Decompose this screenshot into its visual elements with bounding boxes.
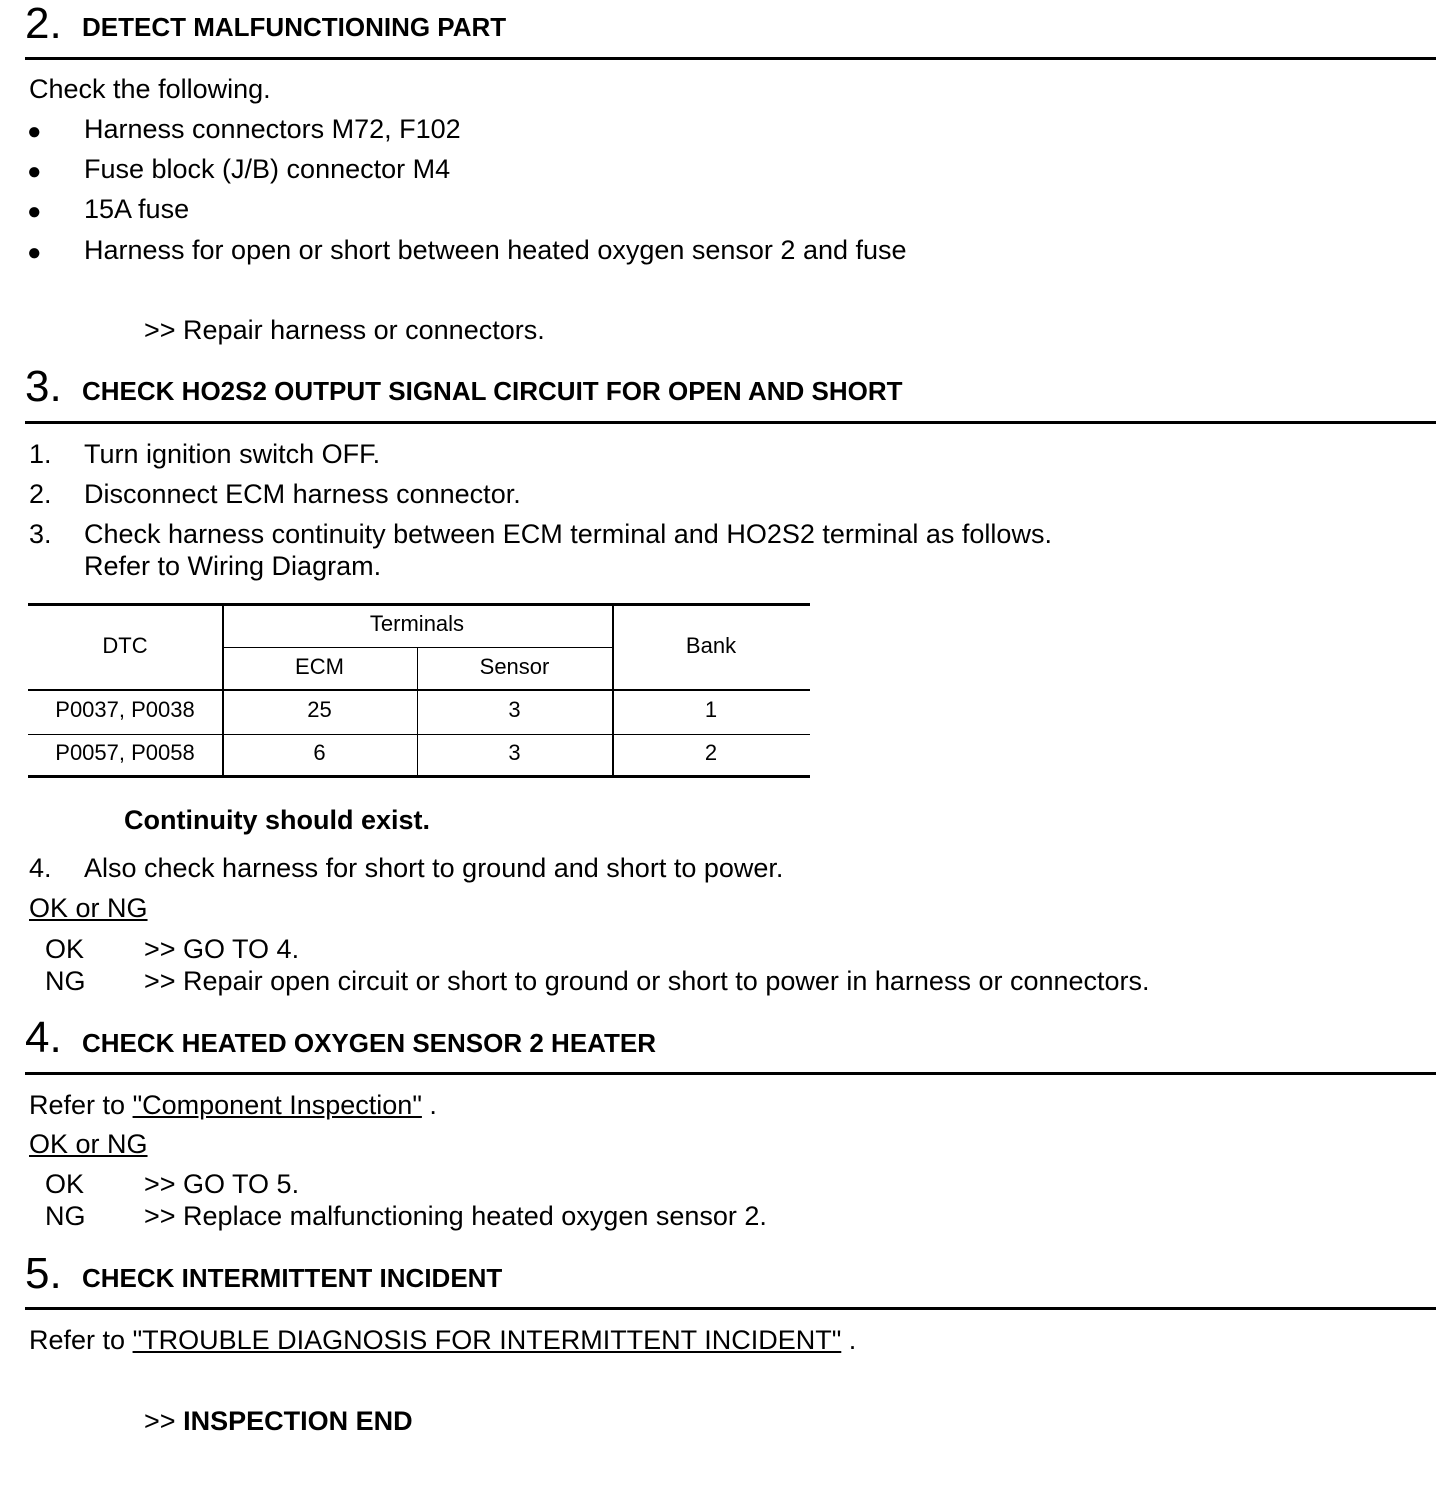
- item-text: Turn ignition switch OFF.: [84, 439, 381, 469]
- step-3-divider: [25, 421, 1436, 424]
- table-top-border: [28, 603, 810, 606]
- terminal-continuity-table: [28, 603, 810, 778]
- step-2-title: DETECT MALFUNCTIONING PART: [82, 12, 507, 42]
- ng-label: NG: [45, 966, 86, 996]
- table-header-bank: Bank: [685, 633, 737, 658]
- component-inspection-link[interactable]: "Component Inspection": [132, 1090, 422, 1120]
- intermittent-incident-link[interactable]: "TROUBLE DIAGNOSIS FOR INTERMITTENT INCIDENT": [132, 1325, 842, 1355]
- step-5-divider: [25, 1307, 1436, 1310]
- refer-prefix: Refer to: [29, 1090, 126, 1120]
- step-2-divider: [25, 57, 1436, 60]
- cell-sensor: 3: [508, 697, 521, 722]
- step-4-title: CHECK HEATED OXYGEN SENSOR 2 HEATER: [82, 1028, 657, 1058]
- ok-result: >> GO TO 5.: [144, 1169, 300, 1199]
- bullet-text: 15A fuse: [84, 194, 190, 224]
- item-number: 1.: [29, 439, 52, 469]
- table-header-ecm: ECM: [295, 654, 344, 679]
- end-text: INSPECTION END: [183, 1406, 413, 1436]
- step-4-refer-line: [29, 1089, 437, 1121]
- bullet-text: Harness connectors M72, F102: [84, 114, 461, 144]
- step-3-number: 3.: [25, 362, 62, 411]
- bullet-text: Harness for open or short between heated oxygen sensor 2 and fuse: [84, 235, 907, 265]
- cell-dtc: P0037, P0038: [55, 697, 195, 722]
- ng-result: >> Replace malfunctioning heated oxygen sensor 2.: [144, 1201, 767, 1231]
- cell-bank: 2: [704, 740, 718, 765]
- ok-label: OK: [45, 1169, 85, 1199]
- refer-suffix: .: [848, 1325, 857, 1355]
- table-header-border: [28, 689, 810, 691]
- ok-or-ng-label: OK or NG: [29, 1129, 148, 1159]
- table-header-sensor: Sensor: [479, 654, 550, 679]
- item-text: Also check harness for short to ground and short to power.: [84, 853, 784, 883]
- ok-label: OK: [45, 934, 85, 964]
- ok-or-ng-label: OK or NG: [29, 893, 148, 923]
- cell-dtc: P0057, P0058: [55, 740, 195, 765]
- step-2-number: 2.: [25, 0, 62, 48]
- item-text-line-2: Refer to Wiring Diagram.: [84, 551, 382, 581]
- step-5-number: 5.: [25, 1249, 62, 1298]
- bullet-icon: ●: [27, 198, 42, 225]
- continuity-note: Continuity should exist.: [124, 805, 431, 835]
- ok-result: >> GO TO 4.: [144, 934, 300, 964]
- table-bottom-border: [28, 775, 810, 778]
- item-number: 3.: [29, 519, 52, 549]
- ng-result: >> Repair open circuit or short to ground or short to power in harness or connectors.: [144, 966, 1150, 996]
- item-number: 4.: [29, 853, 52, 883]
- item-text: Check harness continuity between ECM terminal and HO2S2 terminal as follows.: [84, 519, 1052, 549]
- end-arrow: >>: [144, 1406, 176, 1436]
- table-header-terminals: Terminals: [369, 611, 465, 636]
- step-4-divider: [25, 1072, 1436, 1075]
- step-2-result: >> Repair harness or connectors.: [144, 315, 545, 345]
- cell-sensor: 3: [508, 740, 521, 765]
- inspection-end: [144, 1405, 413, 1437]
- item-text: Disconnect ECM harness connector.: [84, 479, 521, 509]
- cell-ecm: 6: [313, 740, 326, 765]
- step-2-intro: Check the following.: [29, 74, 271, 104]
- bullet-icon: ●: [27, 118, 42, 145]
- refer-prefix: Refer to: [29, 1325, 126, 1355]
- bullet-icon: ●: [27, 158, 42, 185]
- item-number: 2.: [29, 479, 52, 509]
- ng-label: NG: [45, 1201, 86, 1231]
- cell-bank: 1: [704, 697, 718, 722]
- cell-ecm: 25: [307, 697, 332, 722]
- step-3-title: CHECK HO2S2 OUTPUT SIGNAL CIRCUIT FOR OPEN AND SHORT: [82, 376, 903, 406]
- bullet-text: Fuse block (J/B) connector M4: [84, 154, 451, 184]
- table-row-divider: [28, 734, 810, 735]
- table-header-dtc: DTC: [102, 633, 148, 658]
- bullet-icon: ●: [27, 239, 42, 266]
- refer-suffix: .: [429, 1090, 437, 1120]
- step-5-title: CHECK INTERMITTENT INCIDENT: [82, 1263, 503, 1293]
- step-5-refer-line: [29, 1324, 856, 1356]
- step-4-number: 4.: [25, 1013, 62, 1062]
